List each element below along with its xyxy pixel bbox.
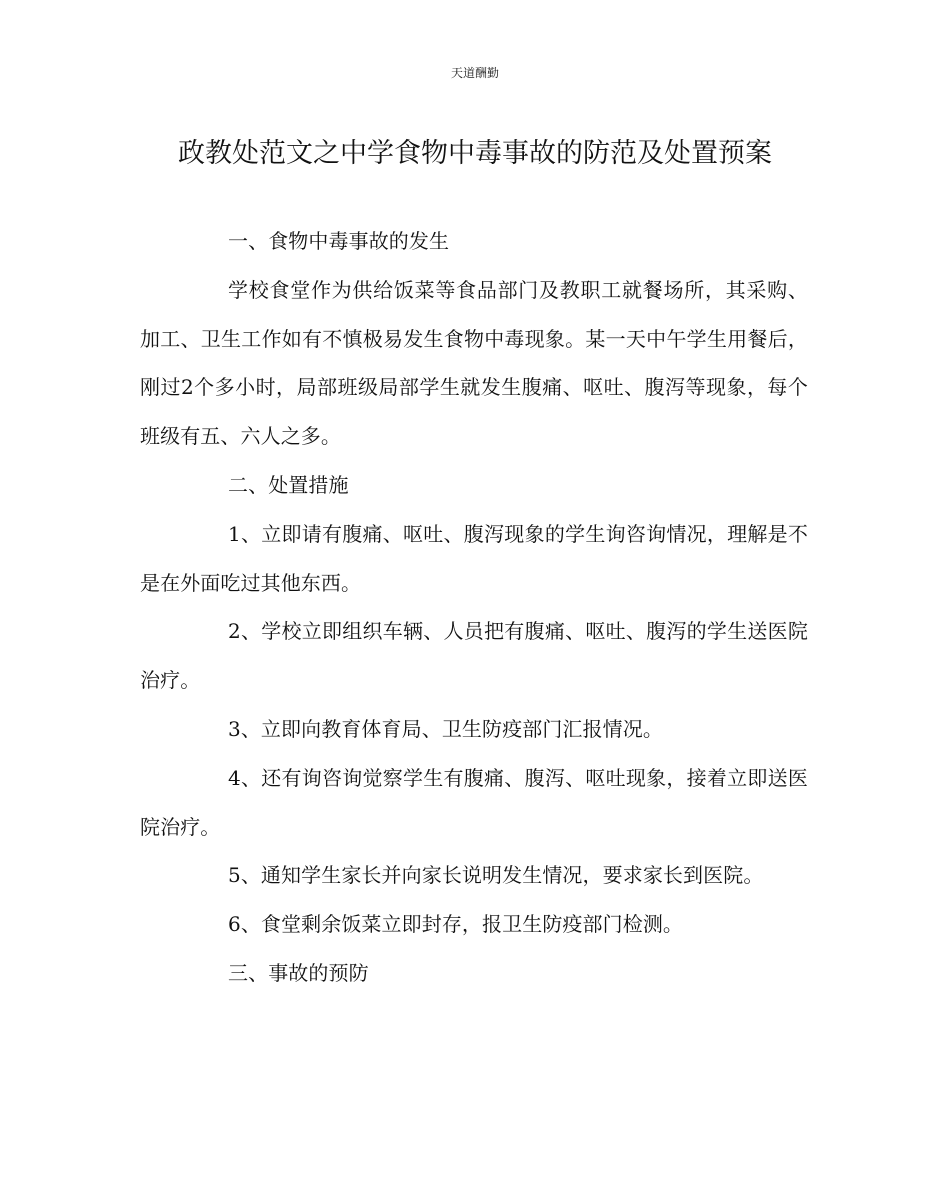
list-item-1: 1、立即请有腹痛、呕吐、腹泻现象的学生询咨询情况，理解是不是在外面吃过其他东西。	[140, 521, 808, 595]
list-item-2: 2、学校立即组织车辆、人员把有腹痛、呕吐、腹泻的学生送医院治疗。	[140, 619, 808, 693]
section-heading-3: 三、事故的预防	[228, 960, 369, 985]
section-heading-1: 一、食物中毒事故的发生	[228, 229, 450, 253]
list-item-4: 4、还有询咨询觉察学生有腹痛、腹泻、呕吐现象，接着立即送医院治疗。	[140, 765, 808, 839]
list-item-3: 3、立即向教育体育局、卫生防疫部门汇报情况。	[228, 716, 663, 741]
document-title: 政教处范文之中学食物中毒事故的防范及处置预案	[178, 138, 772, 169]
list-item-6: 6、食堂剩余饭菜立即封存，报卫生防疫部门检测。	[228, 912, 684, 937]
page-header: 天道酬勤	[450, 66, 499, 80]
document-body	[140, 217, 808, 998]
list-item-5: 5、通知学生家长并向家长说明发生情况，要求家长到医院。	[228, 863, 764, 888]
section-heading-2: 二、处置措施	[228, 472, 349, 497]
body-paragraph: 学校食堂作为供给饭菜等食品部门及教职工就餐场所，其采购、加工、卫生工作如有不慎极易发生食物中毒现象。某一天中午学生用餐后，刚过2个多小时，局部班级局部学生就发生腹痛、呕吐、腹泻等现象，每个班级有五、六人之多。	[140, 277, 808, 449]
